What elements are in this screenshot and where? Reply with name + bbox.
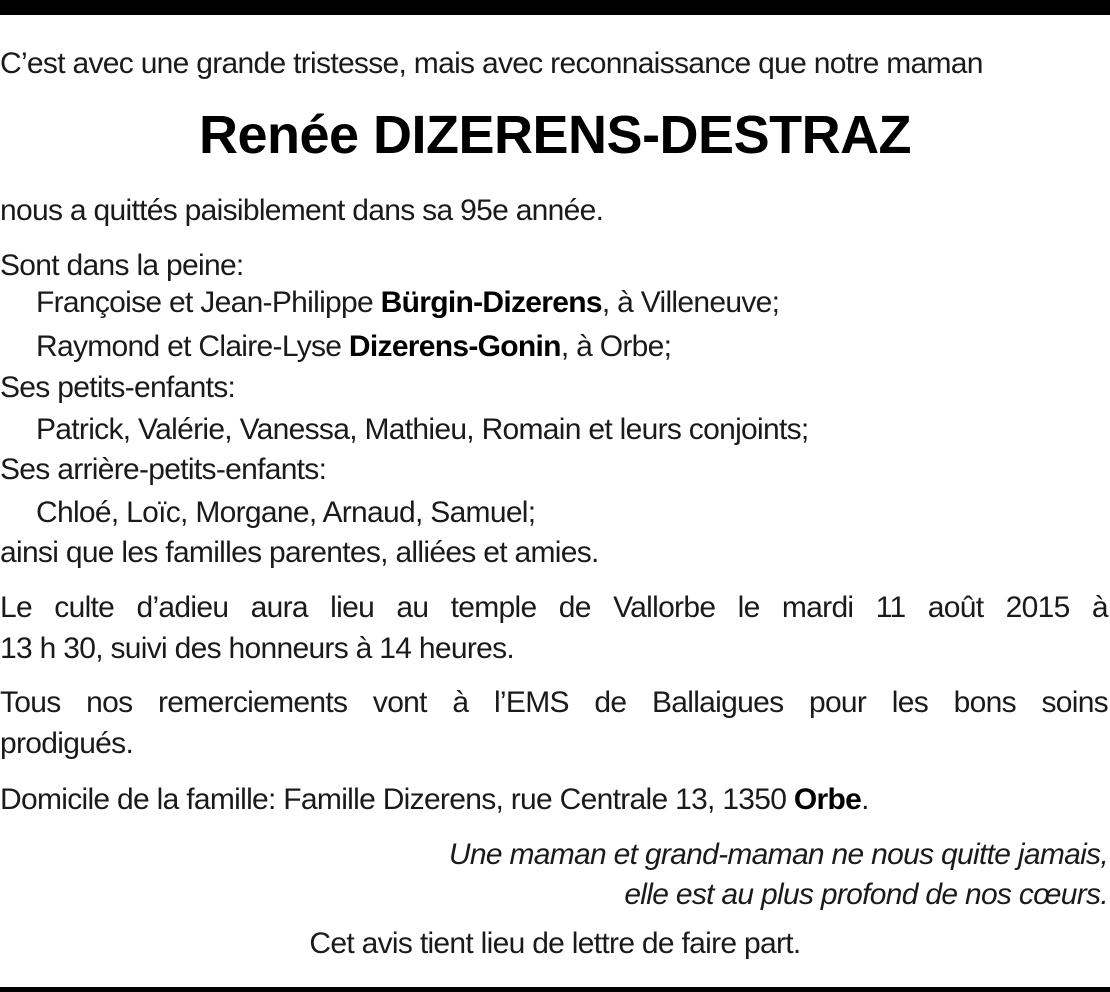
- word: le: [737, 591, 760, 624]
- word: au: [396, 591, 429, 624]
- mourner-surname: Dizerens-Gonin: [348, 330, 561, 363]
- bottom-border-rule: [0, 987, 1110, 992]
- word: Le: [0, 591, 32, 624]
- word: temple: [450, 591, 537, 624]
- mourners-heading: Sont dans la peine:: [0, 249, 244, 282]
- mourner-line: [36, 329, 671, 365]
- word: Tous: [0, 686, 61, 719]
- mourner-place: , à Villeneuve;: [601, 286, 780, 319]
- word: bons: [953, 686, 1016, 719]
- word: lieu: [330, 591, 375, 624]
- word: août: [927, 591, 984, 624]
- grandchildren-heading: Ses petits-enfants:: [0, 371, 236, 404]
- mourner-surname: Bürgin-Dizerens: [380, 286, 602, 319]
- word: vont: [372, 686, 427, 719]
- word: d’adieu: [136, 591, 229, 624]
- word: Vallorbe: [613, 591, 716, 624]
- word: soins: [1041, 686, 1108, 719]
- deceased-name: Renée DIZERENS-DESTRAZ: [198, 105, 912, 165]
- intro-text: C’est avec une grande tristesse, mais avec reconnaissance que notre maman: [0, 47, 983, 80]
- word: remerciements: [158, 686, 348, 719]
- word: à: [1091, 591, 1108, 624]
- word: à: [452, 686, 469, 719]
- domicile-suffix: .: [861, 783, 869, 816]
- mourner-line: [36, 285, 779, 321]
- service-text-line-1: [0, 590, 1108, 626]
- word: l’EMS: [493, 686, 569, 719]
- domicile-address: Domicile de la famille: Famille Dizerens, rue Centrale 13, 1350: [0, 783, 794, 816]
- quote-line-2: elle est au plus profond de nos cœurs.: [624, 878, 1108, 911]
- great-grandchildren-list: Chloé, Loïc, Morgane, Arnaud, Samuel;: [36, 496, 536, 529]
- word: nos: [86, 686, 133, 719]
- mourner-names: Raymond et Claire-Lyse: [36, 330, 349, 363]
- word: les: [891, 686, 929, 719]
- mourner-place: , à Orbe;: [560, 330, 672, 363]
- word: 2015: [1005, 591, 1070, 624]
- great-grandchildren-heading: Ses arrière-petits-enfants:: [0, 453, 327, 486]
- word: de: [558, 591, 591, 624]
- domicile-city: Orbe: [793, 783, 862, 816]
- passing-text: nous a quittés paisiblement dans sa 95e année.: [0, 194, 604, 227]
- quote-line-1: Une maman et grand-maman ne nous quitte jamais,: [448, 838, 1108, 871]
- domicile-text: [0, 782, 869, 818]
- word: Ballaigues: [651, 686, 784, 719]
- grandchildren-list: Patrick, Valérie, Vanessa, Mathieu, Romain et leurs conjoints;: [36, 413, 809, 446]
- thanks-text-line-1: [0, 685, 1108, 721]
- word: aura: [250, 591, 308, 624]
- service-text-line-2: 13 h 30, suivi des honneurs à 14 heures.: [0, 632, 515, 665]
- thanks-text-line-2: prodigués.: [0, 727, 134, 760]
- word: mardi: [781, 591, 854, 624]
- families-text: ainsi que les familles parentes, alliées et amies.: [0, 536, 599, 569]
- word: pour: [808, 686, 867, 719]
- mourner-names: Françoise et Jean-Philippe: [36, 286, 381, 319]
- word: de: [594, 686, 627, 719]
- word: 11: [875, 591, 906, 624]
- word: culte: [54, 591, 115, 624]
- closing-text: Cet avis tient lieu de lettre de faire part.: [309, 927, 801, 960]
